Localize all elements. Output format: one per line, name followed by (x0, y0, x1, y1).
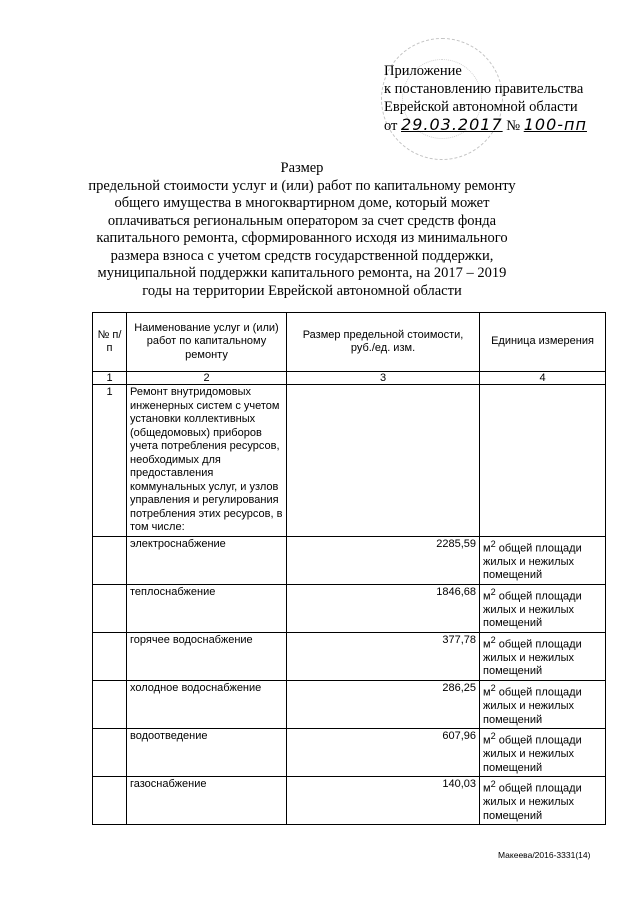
table-row (93, 680, 606, 728)
row-cost: 1846,68 (287, 584, 480, 632)
row-name: электроснабжение (127, 536, 287, 584)
row-name: Ремонт внутридомовых инженерных систем с учетом установки коллективных (общедомовых) приборов учета потребления ресурсов, необходимых для предоставления коммунальных услуг, и узлов управления и регулирования потребления этих ресурсов, в том числе: (127, 385, 287, 537)
header-name: Наименование услуг и (или) работ по капитальному ремонту (127, 313, 287, 372)
row-cost: 140,03 (287, 777, 480, 825)
header-unit: Единица измерения (480, 313, 606, 372)
row-cost: 286,25 (287, 680, 480, 728)
title-body: предельной стоимости услуг и (или) работ по капитальному ремонту общего имущества в многоквартирном доме, который может оплачиваться региональным оператором за счет средств фонда капитального ремонта, сформированного исходя из минимального размера взноса с учетом средств государственной поддержки, муниципальной поддержки капитального ремонта, на 2017 – 2019 годы на территории Еврейской автономной области (88, 177, 516, 299)
row-unit: $м^2$ общей площади жилых и нежилых помещений (480, 632, 606, 680)
row-name: газоснабжение (127, 777, 287, 825)
column-number-row (93, 372, 606, 385)
handwritten-number: 100-пп (523, 115, 587, 134)
header-num: № п/п (93, 313, 127, 372)
row-name: горячее водоснабжение (127, 632, 287, 680)
row-unit: $м^2$ общей площади жилых и нежилых помещений (480, 536, 606, 584)
row-name: теплоснабжение (127, 584, 287, 632)
cost-table (92, 312, 606, 825)
document-title (82, 160, 522, 300)
col-number: 1 (93, 372, 127, 385)
table-row (93, 777, 606, 825)
col-number: 3 (287, 372, 480, 385)
row-unit (480, 385, 606, 537)
appendix-ref: к постановлению правительства (384, 81, 584, 97)
date-prefix: от (384, 118, 398, 134)
table-row (93, 536, 606, 584)
row-unit: $м^2$ общей площади жилых и нежилых помещений (480, 777, 606, 825)
row-cost: 377,78 (287, 632, 480, 680)
row-num: 1 (93, 385, 127, 537)
row-unit: $м^2$ общей площади жилых и нежилых помещений (480, 680, 606, 728)
row-name: водоотведение (127, 729, 287, 777)
appendix-region: Еврейской автономной области (384, 99, 578, 115)
table-row-main (93, 385, 606, 537)
table-header-row (93, 313, 606, 372)
header-cost: Размер предельной стоимости, руб./ед. изм. (287, 313, 480, 372)
document-footer-code: Макеева/2016-3331(14) (498, 850, 591, 860)
title-heading: Размер (280, 160, 324, 176)
row-cost: 2285,59 (287, 536, 480, 584)
col-number: 2 (127, 372, 287, 385)
appendix-title: Приложение (384, 63, 462, 79)
table-row (93, 729, 606, 777)
row-name: холодное водоснабжение (127, 680, 287, 728)
col-number: 4 (480, 372, 606, 385)
row-cost (287, 385, 480, 537)
handwritten-date: 29.03.2017 (401, 115, 503, 134)
table-row (93, 632, 606, 680)
row-unit: $м^2$ общей площади жилых и нежилых помещений (480, 729, 606, 777)
row-unit: $м^2$ общей площади жилых и нежилых помещений (480, 584, 606, 632)
row-cost: 607,96 (287, 729, 480, 777)
appendix-date-line (384, 116, 614, 135)
table-row (93, 584, 606, 632)
number-prefix: № (506, 118, 521, 134)
appendix-block (384, 62, 614, 135)
